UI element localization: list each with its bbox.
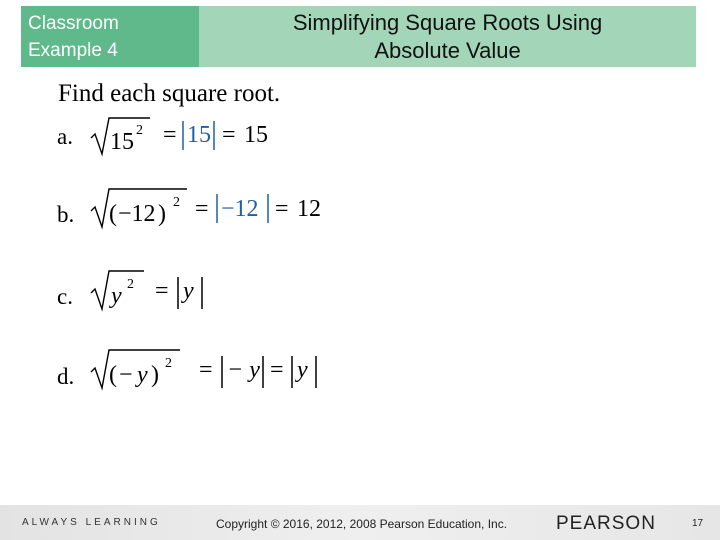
result: 12 [297,196,321,222]
problem-a-math [87,112,387,162]
equals-sign: = [222,122,236,148]
radicand-close-paren: ) [158,201,166,227]
radicand: y [111,283,122,309]
equals-sign: = [270,357,284,383]
problem-d-math [87,346,407,396]
pearson-logo: PEARSON [556,513,656,534]
equals-sign: = [275,196,289,222]
problem-a [57,112,657,182]
radicand: 15 [110,129,134,155]
instruction-text: Find each square root. [58,80,281,107]
equals-sign: = [195,196,209,222]
problem-c-math [87,267,287,317]
problem-b-label: b. [57,202,75,227]
radicand-open-paren: ( [109,201,117,227]
equals-sign: = [163,122,177,148]
page-number: 17 [692,518,704,529]
abs-value: 15 [187,122,211,148]
abs-value: −12 [221,196,259,222]
example-tag-line1: Classroom [28,13,119,34]
radicand-close-paren: ) [151,362,159,388]
example-tag-line2: Example 4 [28,40,118,61]
exponent: 2 [136,123,143,138]
problem-b-math [87,185,407,235]
slide-title [199,6,696,67]
slide-title-line2: Absolute Value [374,38,521,63]
example-tag [21,6,199,67]
problem-d-label: d. [57,364,75,389]
abs-value: y [183,278,194,304]
problem-a-label: a. [57,124,73,149]
radicand: −12 [118,201,156,227]
always-learning-text: ALWAYS LEARNING [22,517,161,528]
result: 15 [244,122,268,148]
radicand: y [137,362,148,388]
problem-c [57,267,657,337]
abs-value-2: y [297,357,308,383]
radicand-open-paren: ( [109,362,117,388]
slide-header [21,6,696,67]
slide-footer [0,505,720,540]
equals-sign: = [199,357,213,383]
problem-b [57,185,657,255]
abs-value: − y [227,357,260,383]
exponent: 2 [173,195,180,210]
exponent: 2 [165,356,172,371]
copyright-text: Copyright © 2016, 2012, 2008 Pearson Education, Inc. [216,517,508,531]
exponent: 2 [127,277,134,292]
slide-title-line1: Simplifying Square Roots Using [292,10,603,35]
equals-sign: = [155,278,169,304]
problem-d [57,346,657,416]
radicand-minus: − [119,362,133,388]
problem-c-label: c. [57,284,73,309]
